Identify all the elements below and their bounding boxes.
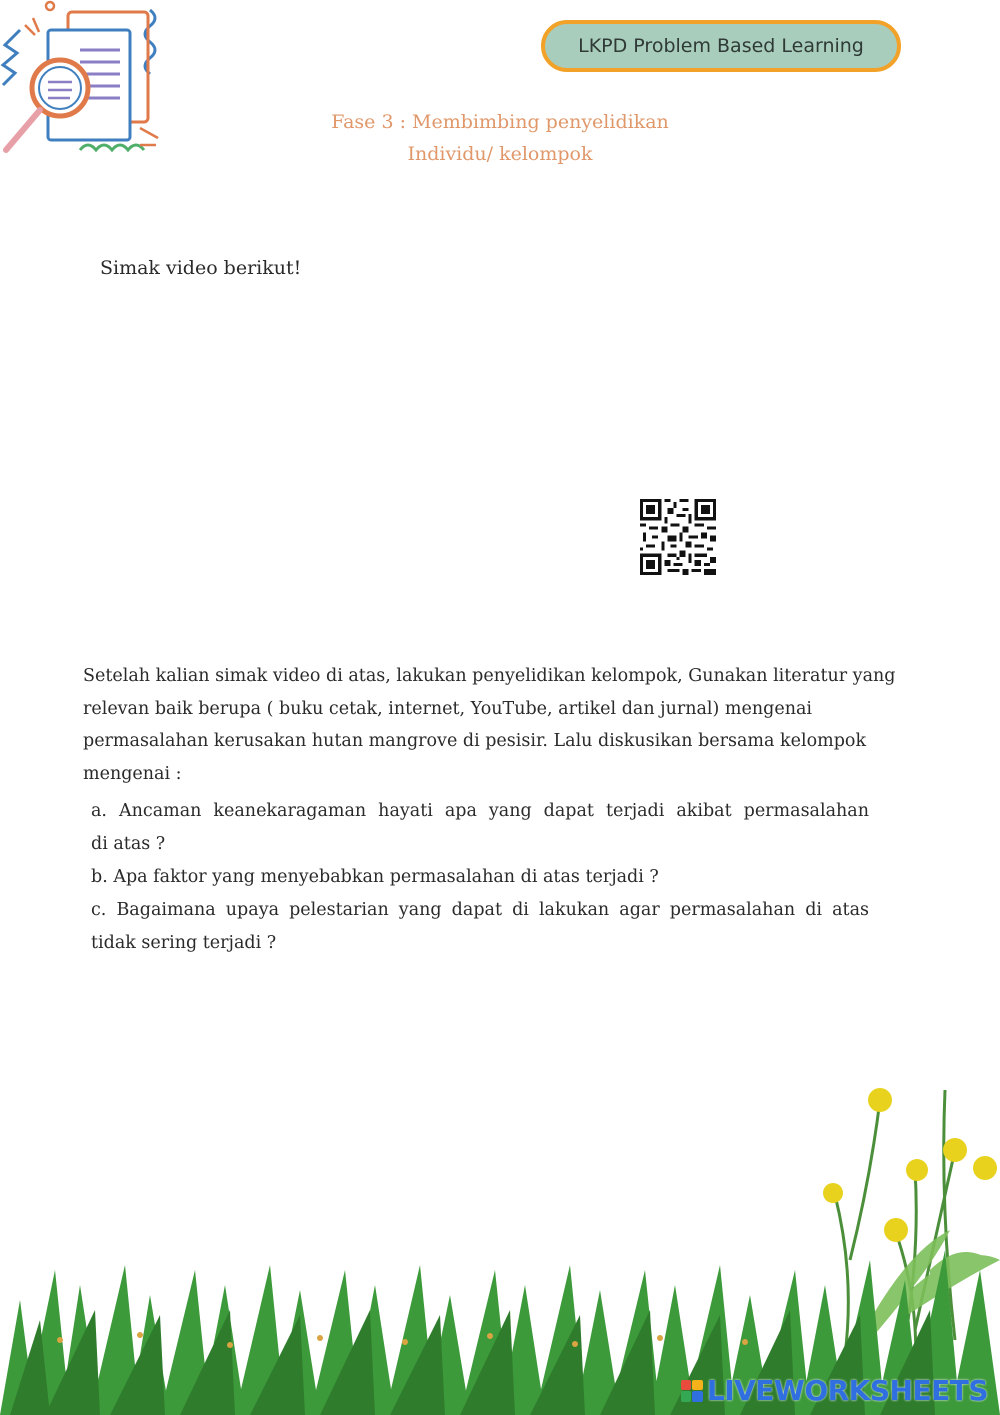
qr-code-icon[interactable] [640,499,716,575]
liveworksheets-logo-icon [681,1380,703,1402]
question-b: b. Apa faktor yang menyebabkan permasalahan di atas terjadi ? [91,867,659,887]
instruction-line: Setelah kalian simak video di atas, lakukan penyelidikan kelompok, Gunakan literatur yang [83,666,896,686]
liveworksheets-watermark [681,1374,988,1407]
lkpd-title-badge: LKPD Problem Based Learning [541,20,901,72]
grass-decoration [0,1070,1000,1415]
question-a-line2: di atas ? [91,834,166,854]
question-a-line1: a. Ancaman keanekaragaman hayati apa yang dapat terjadi akibat permasalahan [91,801,869,821]
phase-title-line2: Individu/ kelompok [407,143,593,165]
question-c-line2: tidak sering terjadi ? [91,933,277,953]
question-list [91,795,891,960]
instruction-line: permasalahan kerusakan hutan mangrove di pesisir. Lalu diskusikan bersama kelompok [83,731,867,751]
instruction-line: mengenai : [83,763,182,784]
question-c-line1: c. Bagaimana upaya pelestarian yang dapat di lakukan agar permasalahan di atas [91,900,869,920]
instruction-line: relevan baik berupa ( buku cetak, internet, YouTube, artikel dan jurnal) mengenai [83,698,813,719]
watermark-text: LIVEWORKSHEETS [706,1374,988,1407]
phase-title-line1: Fase 3 : Membimbing penyelidikan [331,111,669,133]
intro-text: Simak video berikut! [100,257,302,279]
instruction-paragraph [83,660,923,790]
